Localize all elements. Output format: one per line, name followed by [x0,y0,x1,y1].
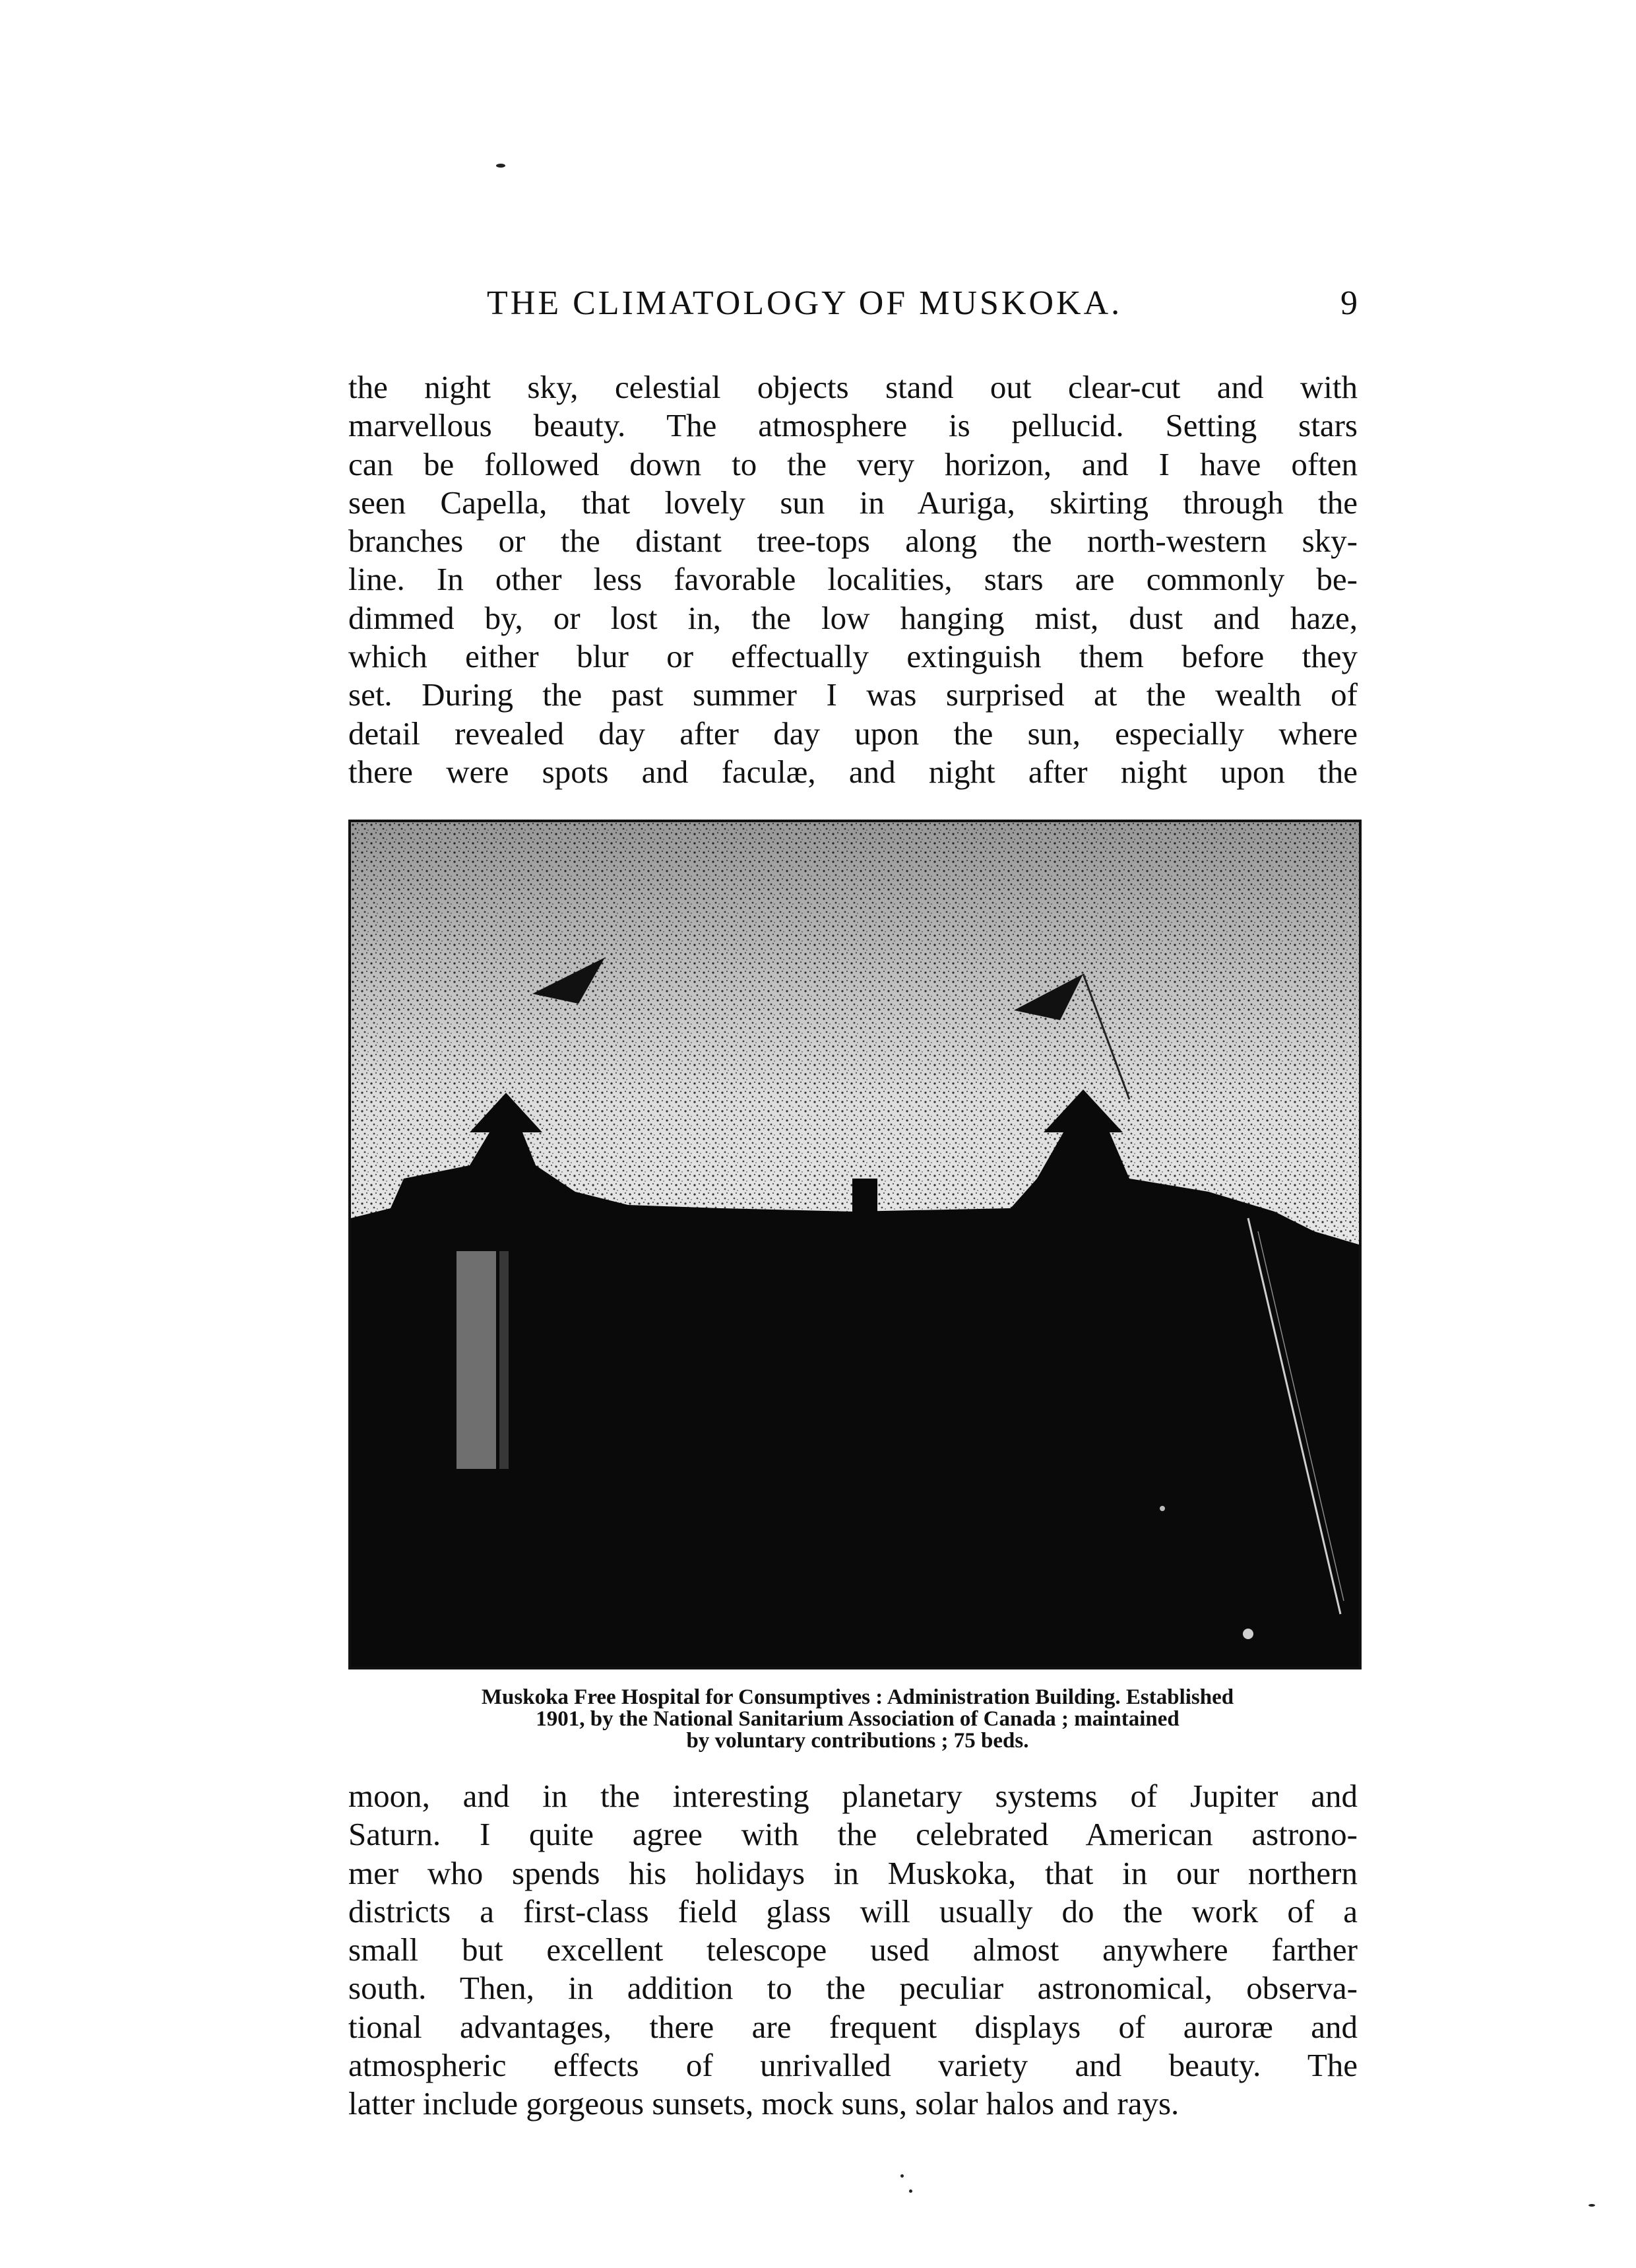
text-line: seen Capella, that lovely sun in Auriga, skirting through the [348,484,1358,521]
text-line: which either blur or effectually extinguish them before they [348,638,1358,675]
body-paragraph-bottom [348,1777,1358,2123]
page-header [348,284,1358,337]
text-line: the night sky, celestial objects stand out clear-cut and with [348,369,1358,405]
caption-line: 1901, by the National Sanitarium Association of Canada ; maintained [536,1707,1180,1731]
text-line: detail revealed day after day upon the sun, especially where [348,715,1358,752]
text-line: latter include gorgeous sunsets, mock suns, solar halos and rays. [348,2085,1180,2122]
running-title: THE CLIMATOLOGY OF MUSKOKA. [487,284,1123,322]
text-line: Saturn. I quite agree with the celebrated American astrono- [348,1816,1358,1853]
text-line: small but excellent telescope used almost anywhere farther [348,1931,1358,1968]
scan-speck [900,2174,904,2178]
hospital-photograph [348,820,1362,1669]
text-line: dimmed by, or lost in, the low hanging mist, dust and haze, [348,599,1358,636]
scan-speck [496,164,505,168]
scan-speck [909,2189,912,2193]
page-number: 9 [1340,284,1358,322]
photo-illustration [351,822,1359,1667]
text-line: marvellous beauty. The atmosphere is pellucid. Setting stars [348,407,1358,444]
text-line: can be followed down to the very horizon, and I have often [348,445,1358,482]
body-paragraph-top [348,368,1358,791]
scan-speck [1589,2204,1595,2207]
text-line: tional advantages, there are frequent displays of auroræ and [348,2008,1358,2045]
caption-line: by voluntary contributions ; 75 beds. [686,1729,1029,1753]
text-line: line. In other less favorable localities, stars are commonly be- [348,561,1358,598]
text-line: districts a first-class field glass will usually do the work of a [348,1893,1358,1929]
text-line: south. Then, in addition to the peculiar astronomical, observa- [348,1970,1358,2007]
text-line: set. During the past summer I was surprised at the wealth of [348,676,1358,713]
text-line: atmospheric effects of unrivalled variety and beauty. The [348,2047,1358,2084]
text-line: mer who spends his holidays in Muskoka, that in our northern [348,1854,1358,1891]
text-line: branches or the distant tree-tops along the north-western sky- [348,523,1358,560]
text-line: moon, and in the interesting planetary systems of Jupiter and [348,1778,1358,1814]
figure-caption [323,1687,1392,1752]
caption-line: Muskoka Free Hospital for Consumptives : Administration Building. Established [481,1685,1234,1709]
text-line: there were spots and faculæ, and night after night upon the [348,753,1358,790]
